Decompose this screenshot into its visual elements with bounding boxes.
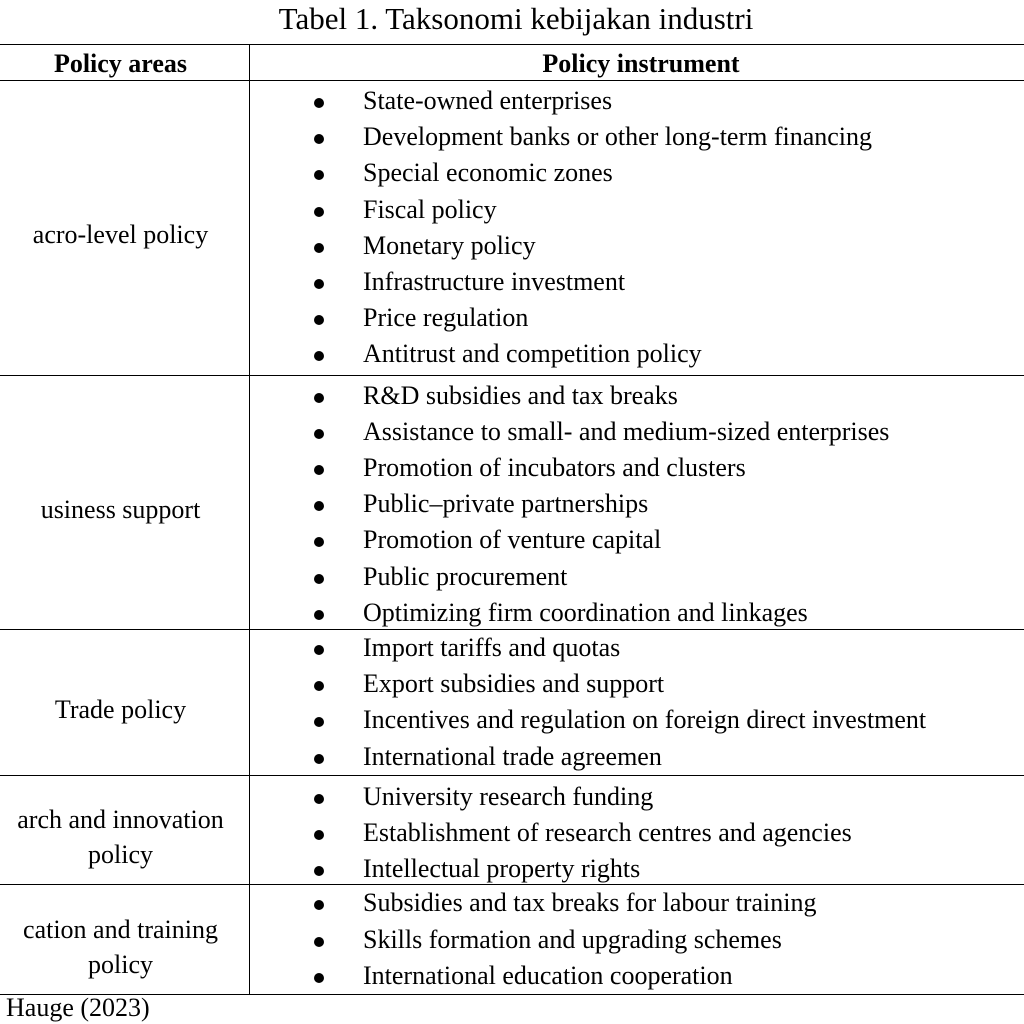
- instrument-label: International education cooperation: [363, 960, 733, 990]
- policy-area-cell: [0, 81, 249, 375]
- instrument-label: Price regulation: [363, 303, 529, 333]
- policy-area-cell: [0, 630, 249, 775]
- instrument-item: [250, 739, 1024, 775]
- bullet-icon: [314, 393, 324, 403]
- bullet-icon: [314, 717, 324, 727]
- instrument-label: Skills formation and upgrading schemes: [363, 924, 782, 954]
- bullet-icon: [314, 465, 324, 475]
- instrument-item: [250, 958, 1024, 994]
- instrument-label: R&D subsidies and tax breaks: [363, 380, 678, 410]
- bullet-icon: [314, 170, 324, 180]
- instrument-label: Public procurement: [363, 561, 568, 591]
- instrument-label: Incentives and regulation on foreign direct investment: [363, 705, 927, 735]
- instrument-label: State-owned enterprises: [363, 86, 613, 115]
- instrument-item: [250, 779, 1024, 815]
- instrument-label: International trade agreemen: [363, 741, 662, 771]
- bullet-icon: [314, 973, 324, 983]
- instrument-item: [250, 486, 1024, 522]
- policy-area-cell: [0, 885, 249, 994]
- instrument-label: Import tariffs and quotas: [363, 633, 621, 662]
- instrument-item: [250, 450, 1024, 486]
- bullet-icon: [314, 429, 324, 439]
- bullet-icon: [314, 645, 324, 655]
- instrument-item: [250, 264, 1024, 300]
- instrument-label: Infrastructure investment: [363, 266, 626, 296]
- instrument-list: [250, 885, 1024, 994]
- policy-area-cell: [0, 776, 249, 885]
- instrument-item: [250, 414, 1024, 450]
- policy-area-label: acro-level policy: [32, 220, 209, 250]
- instrument-label: University research funding: [363, 781, 654, 811]
- instrument-item: [250, 851, 1024, 887]
- instrument-label: Promotion of venture capital: [363, 525, 662, 555]
- bullet-icon: [314, 574, 324, 584]
- instrument-item: [250, 300, 1024, 336]
- bullet-icon: [314, 243, 324, 253]
- instrument-label: Monetary policy: [363, 230, 536, 260]
- bullet-icon: [314, 754, 324, 764]
- instrument-item: [250, 630, 1024, 666]
- bullet-icon: [314, 681, 324, 691]
- bullet-icon: [314, 501, 324, 511]
- bullet-icon: [314, 98, 324, 108]
- instrument-label: Development banks or other long-term financing: [363, 122, 873, 152]
- instrument-item: [250, 702, 1024, 738]
- bullet-icon: [314, 866, 324, 876]
- instrument-label: Fiscal policy: [363, 194, 497, 224]
- instrument-item: [250, 378, 1024, 414]
- source-note: Hauge (2023): [6, 993, 150, 1022]
- bullet-icon: [314, 900, 324, 910]
- instrument-item: [250, 922, 1024, 958]
- instrument-label: Subsidies and tax breaks for labour training: [363, 888, 817, 918]
- instrument-label: Assistance to small- and medium-sized enterprises: [363, 416, 890, 446]
- bullet-icon: [314, 207, 324, 217]
- policy-area-label: Trade policy: [54, 694, 187, 724]
- table-title: Tabel 1. Taksonomi kebijakan industri: [278, 1, 754, 36]
- policy-area-cell: [0, 376, 249, 629]
- instrument-label: Special economic zones: [363, 158, 613, 188]
- instrument-label: Public–private partnerships: [363, 489, 649, 519]
- instrument-item: [250, 119, 1024, 155]
- instrument-list: [250, 378, 1024, 631]
- instrument-list: [250, 83, 1024, 373]
- policy-table: [0, 44, 1024, 992]
- header-policy-instrument: Policy instrument: [542, 49, 740, 78]
- instrument-item: [250, 595, 1024, 631]
- bullet-icon: [314, 937, 324, 947]
- instrument-item: [250, 336, 1024, 372]
- bullet-icon: [314, 315, 324, 325]
- header-policy-areas: Policy areas: [53, 49, 188, 78]
- instrument-item: [250, 559, 1024, 595]
- instrument-item: [250, 155, 1024, 191]
- policy-area-label: usiness support: [40, 494, 201, 524]
- policy-area-label: cation and training policy: [23, 914, 218, 979]
- row-divider: [0, 994, 1024, 995]
- instrument-item: [250, 666, 1024, 702]
- instrument-label: Establishment of research centres and agencies: [363, 817, 852, 847]
- instrument-label: Intellectual property rights: [363, 854, 641, 884]
- instrument-item: [250, 522, 1024, 558]
- bullet-icon: [314, 537, 324, 547]
- instrument-item: [250, 228, 1024, 264]
- bullet-icon: [314, 794, 324, 804]
- instrument-label: Optimizing firm coordination and linkages: [363, 597, 808, 627]
- instrument-item: [250, 83, 1024, 119]
- bullet-icon: [314, 351, 324, 361]
- column-divider: [249, 44, 250, 995]
- bullet-icon: [314, 279, 324, 289]
- instrument-item: [250, 192, 1024, 228]
- instrument-label: Promotion of incubators and clusters: [363, 452, 746, 482]
- bullet-icon: [314, 830, 324, 840]
- instrument-list: [250, 779, 1024, 888]
- instrument-item: [250, 885, 1024, 921]
- policy-area-label: arch and innovation policy: [17, 805, 224, 870]
- instrument-item: [250, 815, 1024, 851]
- bullet-icon: [314, 610, 324, 620]
- instrument-list: [250, 630, 1024, 775]
- instrument-label: Antitrust and competition policy: [363, 339, 702, 369]
- instrument-label: Export subsidies and support: [363, 669, 665, 699]
- bullet-icon: [314, 134, 324, 144]
